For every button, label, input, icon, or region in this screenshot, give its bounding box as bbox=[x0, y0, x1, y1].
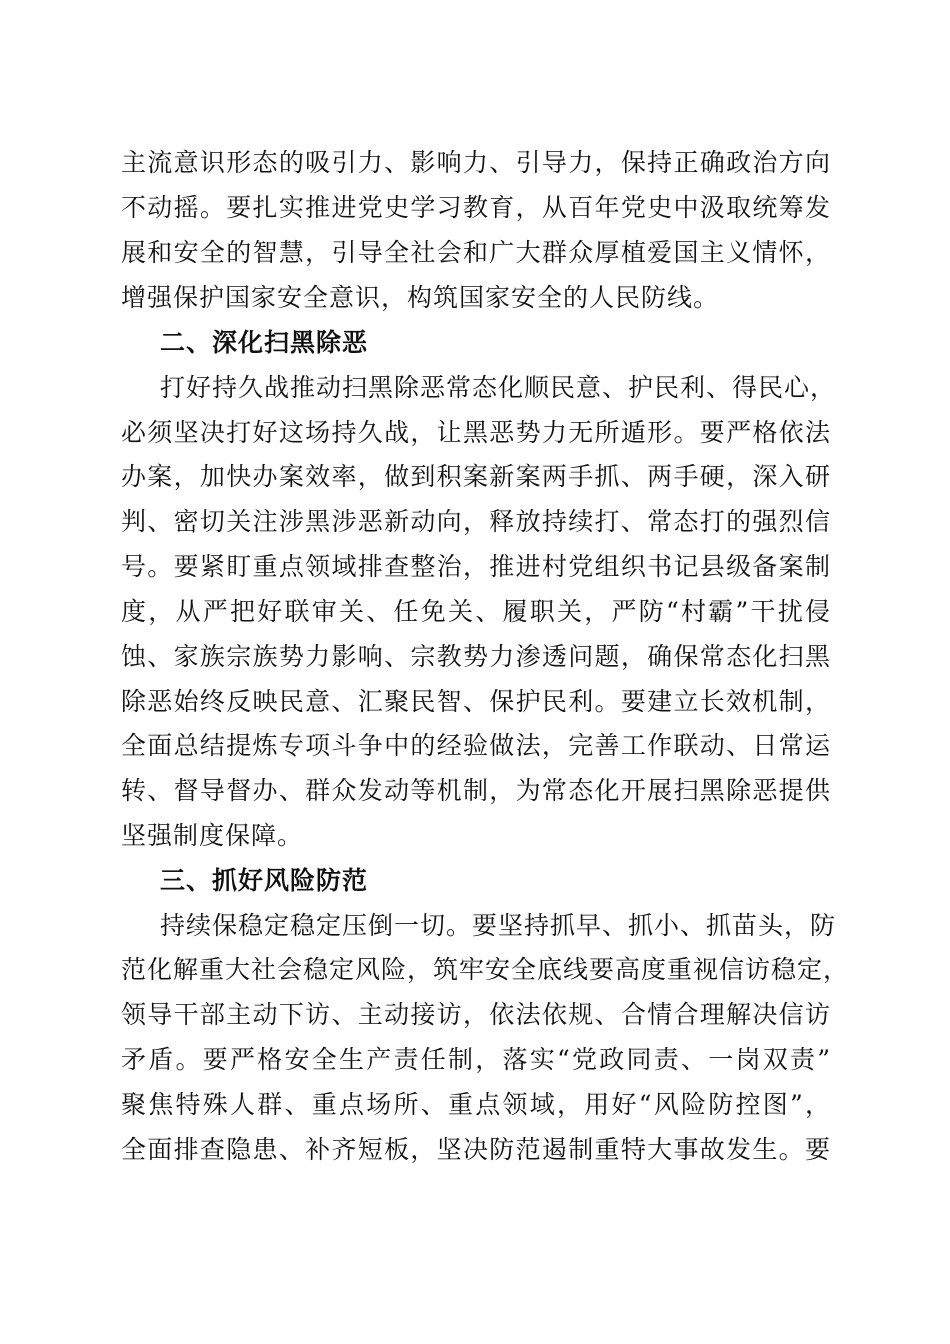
paragraph-line: 不动摇。要扎实推进党史学习教育，从百年党史中汲取统筹发 bbox=[121, 193, 831, 222]
paragraph-line: 持续保稳定稳定压倒一切。要坚持抓早、抓小、抓苗头，防 bbox=[160, 911, 837, 940]
paragraph-line: 范化解重大社会稳定风险，筑牢安全底线要高度重视信访稳定， bbox=[121, 955, 850, 984]
paragraph-line: 全面总结提炼专项斗争中的经验做法，完善工作联动、日常运 bbox=[121, 731, 831, 760]
paragraph-line: 聚焦特殊人群、重点场所、重点领域，用好“风险防控图”， bbox=[121, 1090, 831, 1119]
paragraph-line: 办案，加快办案效率，做到积案新案两手抓、两手硬，深入研 bbox=[121, 462, 831, 491]
section-heading-2: 二、深化扫黑除恶 bbox=[160, 328, 369, 357]
paragraph-line: 蚀、家族宗族势力影响、宗教势力渗透问题，确保常态化扫黑 bbox=[121, 642, 831, 671]
paragraph-line: 判、密切关注涉黑涉恶新动向，释放持续打、常态打的强烈信 bbox=[121, 507, 831, 536]
paragraph-line: 主流意识形态的吸引力、影响力、引导力，保持正确政治方向 bbox=[121, 148, 831, 177]
paragraph-line: 转、督导督办、群众发动等机制，为常态化开展扫黑除恶提供 bbox=[121, 776, 831, 805]
paragraph-line: 领导干部主动下访、主动接访，依法依规、合情合理解决信访 bbox=[121, 1000, 831, 1029]
section-heading-3: 三、抓好风险防范 bbox=[160, 866, 369, 895]
paragraph-line: 除恶始终反映民意、汇聚民智、保护民利。要建立长效机制， bbox=[121, 687, 831, 716]
paragraph-line: 坚强制度保障。 bbox=[121, 821, 304, 850]
paragraph-line: 必须坚决打好这场持久战，让黑恶势力无所遁形。要严格依法 bbox=[121, 418, 831, 447]
paragraph-line: 矛盾。要严格安全生产责任制，落实“党政同责、一岗双责” bbox=[121, 1045, 831, 1074]
paragraph-line: 打好持久战推动扫黑除恶常态化顺民意、护民利、得民心， bbox=[160, 373, 837, 402]
paragraph-line: 号。要紧盯重点领域排查整治，推进村党组织书记县级备案制 bbox=[121, 552, 831, 581]
paragraph-line: 度，从严把好联审关、任免关、履职关，严防“村霸”干扰侵 bbox=[121, 597, 831, 626]
paragraph-line: 展和安全的智慧，引导全社会和广大群众厚植爱国主义情怀， bbox=[121, 238, 831, 267]
paragraph-line: 增强保护国家安全意识，构筑国家安全的人民防线。 bbox=[121, 283, 720, 312]
paragraph-line: 全面排查隐患、补齐短板，坚决防范遏制重特大事故发生。要 bbox=[121, 1135, 831, 1164]
